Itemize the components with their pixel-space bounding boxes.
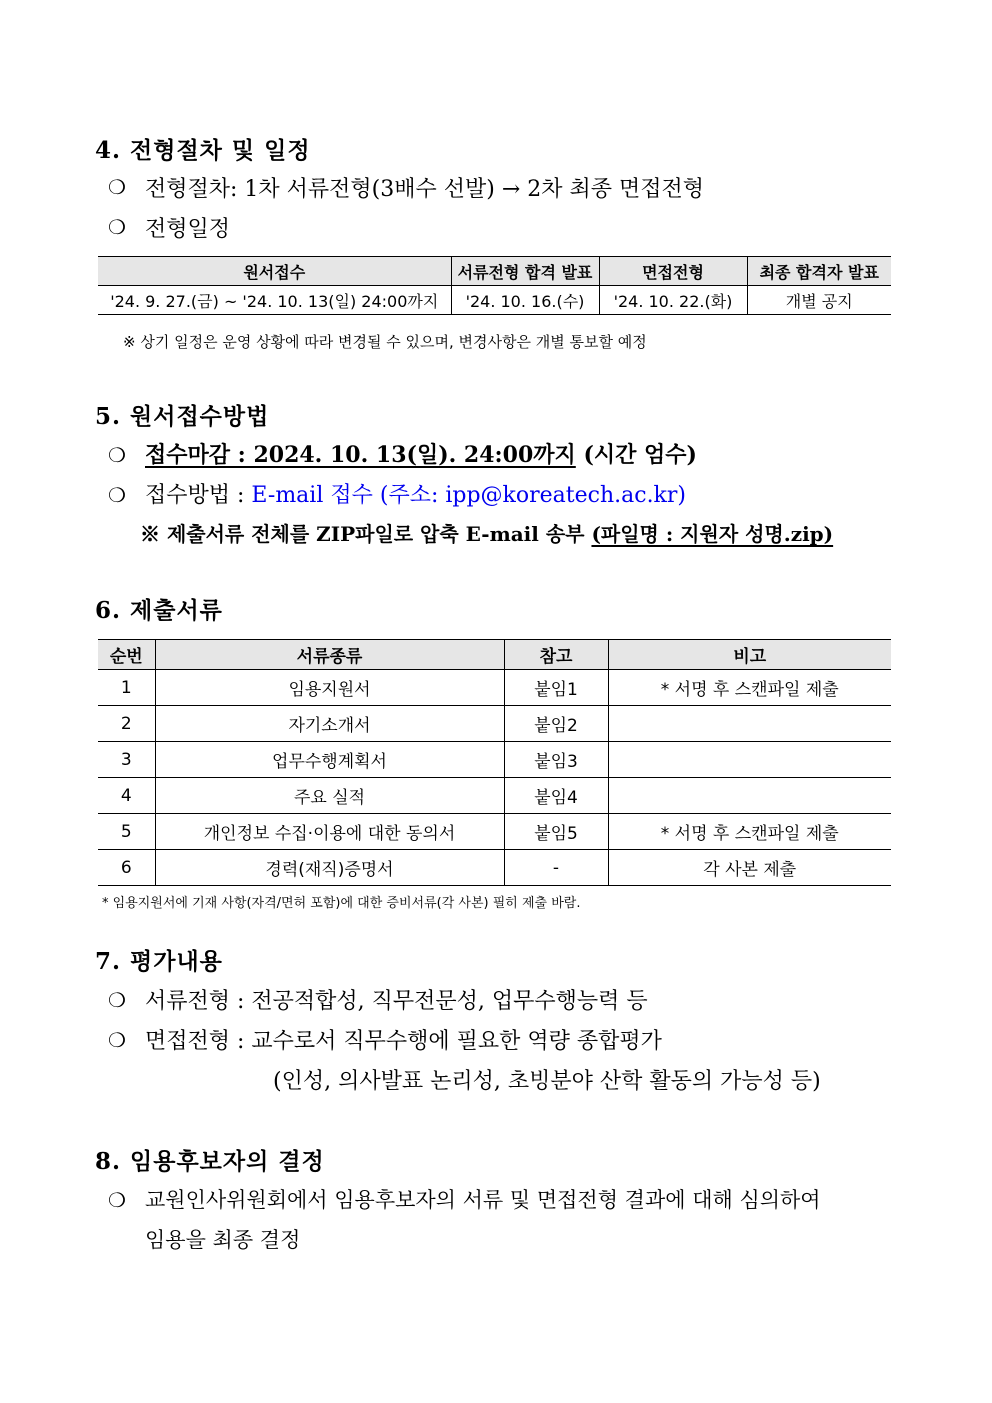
bullet-icon: ❍ [108,175,126,199]
table-header: 최종 합격자 발표 [747,257,891,286]
interview-detail-text: (인성, 의사발표 논리성, 초빙분야 산학 활동의 가능성 등) [273,1069,821,1094]
decision-line-1: 교원인사위원회에서 임용후보자의 서류 및 면접전형 결과에 대해 심의하여 [145,1188,821,1212]
zip-filename: (파일명 : 지원자 성명.zip) [591,522,834,546]
table-cell: 임용지원서 [155,670,504,706]
table-cell [608,706,891,742]
table-cell: 붙임5 [504,814,608,850]
bullet-icon: ❍ [108,988,126,1012]
table-cell: 4 [98,778,155,814]
section-4-title: 4. 전형절차 및 일정 [95,137,311,164]
table-cell: 경력(재직)증명서 [155,850,504,886]
section-7-title: 7. 평가내용 [95,948,223,975]
schedule-note: ※ 상기 일정은 운영 상황에 따라 변경될 수 있으며, 변경사항은 개별 통보할 예정 [123,333,647,351]
table-row [98,286,891,315]
table-cell: 개인정보 수집·이용에 대한 동의서 [155,814,504,850]
method-label: 접수방법 : [145,483,245,508]
deadline-text: 접수마감 : 2024. 10. 13(일). 24:00까지 [145,442,576,468]
table-cell: 5 [98,814,155,850]
bullet-icon: ❍ [108,215,126,239]
table-cell: 붙임3 [504,742,608,778]
documents-note: * 임용지원서에 기재 사항(자격/면허 포함)에 대한 증비서류(각 사본) 필히 제출 바람. [102,896,581,911]
table-cell [608,778,891,814]
schedule-label: 전형일정 [145,217,231,242]
bullet-icon: ❍ [108,1028,126,1052]
table-header-row [98,640,891,670]
email-link[interactable]: E-mail 접수 (주소: ipp@koreatech.ac.kr) [251,483,686,508]
table-cell [608,742,891,778]
table-header: 서류종류 [155,640,504,670]
table-cell: - [504,850,608,886]
zip-note-text: ※ 제출서류 전체를 ZIP파일로 압축 E-mail 송부 [140,522,585,546]
procedure-text: 전형절차: 1차 서류전형(3배수 선발) → 2차 최종 면접전형 [145,177,704,202]
zip-note [140,518,833,547]
table-row [98,742,891,778]
table-row [98,778,891,814]
table-cell: '24. 10. 16.(수) [451,286,599,315]
table-cell: 붙임2 [504,706,608,742]
table-row [98,814,891,850]
bullet-icon: ❍ [108,443,126,467]
decision-line-2: 임용을 최종 결정 [145,1228,301,1252]
table-header: 원서접수 [98,257,451,286]
table-row [98,670,891,706]
section-6-title: 6. 제출서류 [95,597,223,624]
table-cell: 각 사본 제출 [608,850,891,886]
table-cell: * 서명 후 스캔파일 제출 [608,670,891,706]
table-row [98,706,891,742]
table-cell: 2 [98,706,155,742]
interview-eval-text: 면접전형 : 교수로서 직무수행에 필요한 역량 종합평가 [145,1029,662,1054]
table-cell: 주요 실적 [155,778,504,814]
table-cell: 붙임4 [504,778,608,814]
table-row [98,850,891,886]
table-header-row [98,257,891,286]
deadline-suffix: (시간 엄수) [583,442,697,468]
method-line [145,478,686,509]
table-header: 비고 [608,640,891,670]
table-header: 서류전형 합격 발표 [451,257,599,286]
table-header: 참고 [504,640,608,670]
section-8-title: 8. 임용후보자의 결정 [95,1148,325,1175]
table-cell: 개별 공지 [747,286,891,315]
documents-table [98,639,891,886]
section-5-title: 5. 원서접수방법 [95,403,270,430]
deadline-line [145,438,697,469]
table-cell: 6 [98,850,155,886]
bullet-icon: ❍ [108,1188,126,1212]
table-cell: 1 [98,670,155,706]
schedule-table [98,256,891,315]
table-cell: 업무수행계획서 [155,742,504,778]
table-header: 순번 [98,640,155,670]
doc-eval-text: 서류전형 : 전공적합성, 직무전문성, 업무수행능력 등 [145,989,648,1014]
table-cell: 붙임1 [504,670,608,706]
table-cell: '24. 9. 27.(금) ~ '24. 10. 13(일) 24:00까지 [98,286,451,315]
table-header: 면접전형 [599,257,747,286]
table-cell: * 서명 후 스캔파일 제출 [608,814,891,850]
table-cell: 3 [98,742,155,778]
table-cell: 자기소개서 [155,706,504,742]
bullet-icon: ❍ [108,483,126,507]
table-cell: '24. 10. 22.(화) [599,286,747,315]
